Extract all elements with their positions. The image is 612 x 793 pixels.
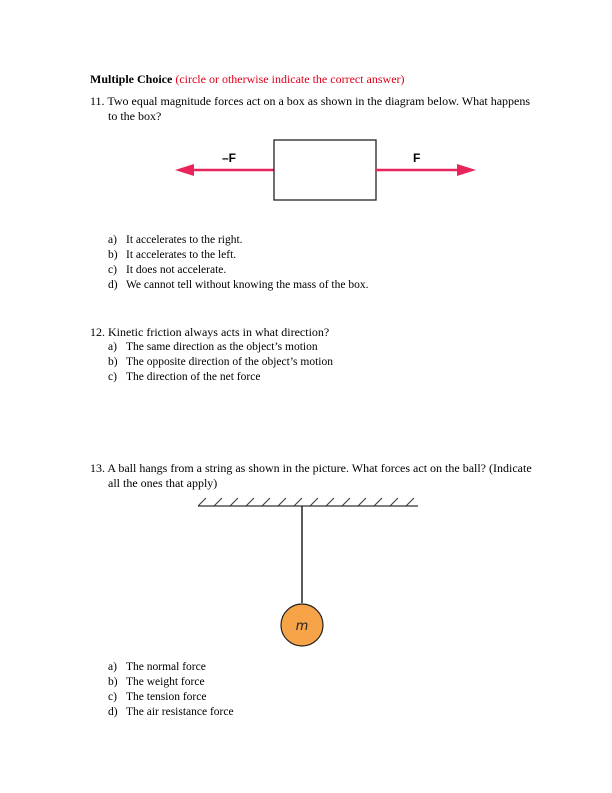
section-instruction: (circle or otherwise indicate the correct answer) [175,72,405,86]
option-text: The tension force [126,691,207,703]
q11-option-c[interactable] [108,263,226,278]
q12-option-a[interactable] [108,340,318,355]
option-text: We cannot tell without knowing the mass of the box. [126,279,369,291]
left-force-arrowhead [175,164,194,176]
option-letter: c) [108,691,117,703]
option-letter: a) [108,661,117,673]
q11-option-b[interactable] [108,248,236,263]
q13-option-d[interactable] [108,705,234,720]
option-text: The direction of the net force [126,371,261,383]
ceiling-hatching [198,498,414,506]
option-letter: b) [108,249,118,261]
q11-option-d[interactable] [108,278,368,293]
ball-mass-label: m [295,619,309,634]
q11-option-a[interactable] [108,233,243,248]
option-letter: a) [108,234,117,246]
ceiling [198,498,418,506]
option-text: The same direction as the object’s motion [126,341,318,353]
option-letter: b) [108,356,118,368]
option-text: The air resistance force [126,706,234,718]
option-letter: b) [108,676,118,688]
option-letter: d) [108,706,118,718]
q13-option-a[interactable] [108,660,206,675]
q12-option-c[interactable] [108,370,260,385]
option-letter: c) [108,264,117,276]
option-text: It accelerates to the left. [126,249,237,261]
question-12-text: 12. Kinetic friction always acts in what direction? [90,325,330,339]
question-13-text: 13. A ball hangs from a string as shown in the picture. What forces act on the ball? (Indicate [90,461,532,475]
q13-option-b[interactable] [108,675,205,690]
left-force-label: –F [222,151,237,165]
section-title: Multiple Choice [90,72,173,86]
option-text: It accelerates to the right. [126,234,243,246]
option-text: The normal force [126,661,206,673]
option-letter: d) [108,279,118,291]
option-text: It does not accelerate. [126,264,227,276]
option-letter: c) [108,371,117,383]
question-11-text: 11. Two equal magnitude forces act on a box as shown in the diagram below. What happens [90,94,531,108]
right-force-arrowhead [457,164,476,176]
q12-option-b[interactable] [108,355,333,370]
right-force-label: F [413,151,421,165]
q13-option-c[interactable] [108,690,206,705]
question-13-text-cont: all the ones that apply) [108,476,218,490]
option-text: The weight force [126,676,205,688]
question-11-text-cont: to the box? [108,109,162,123]
box [274,140,376,200]
option-letter: a) [108,341,117,353]
option-text: The opposite direction of the object’s motion [126,356,333,368]
